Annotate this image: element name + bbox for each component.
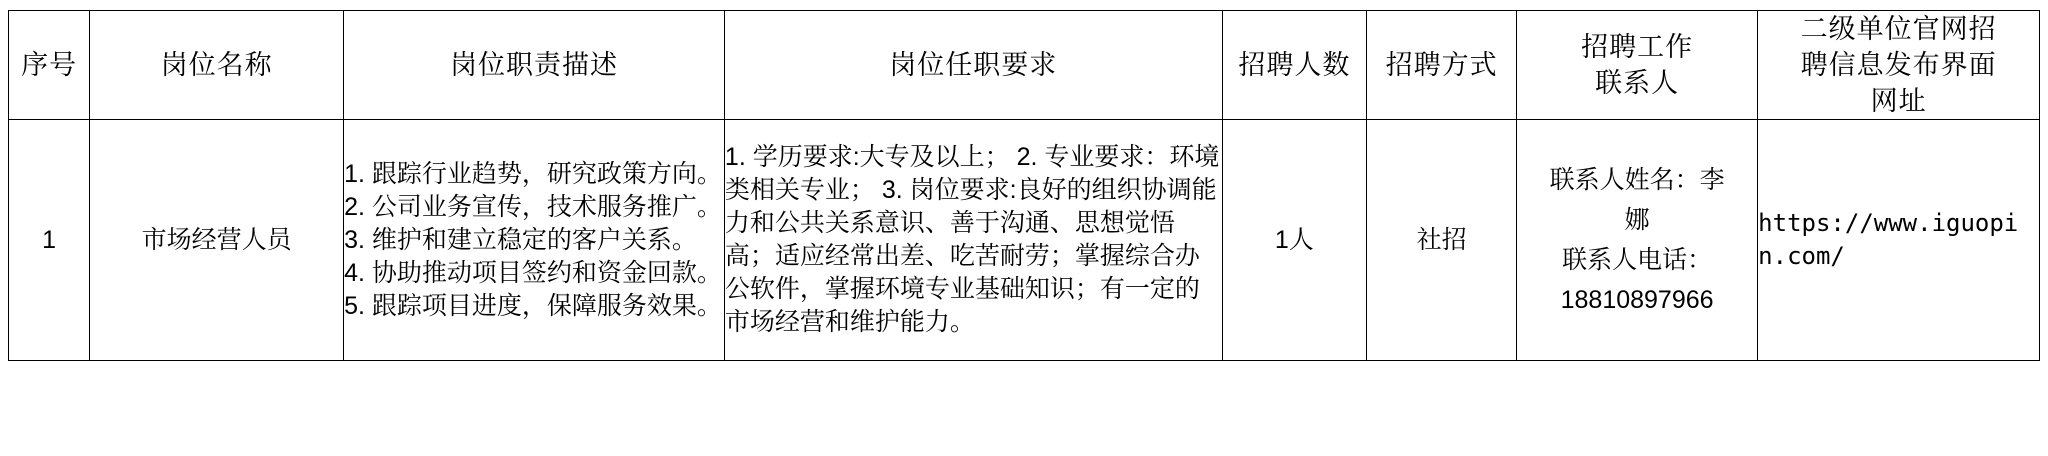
column-header-requirements: 岗位任职要求: [724, 11, 1222, 120]
contact-phone: 18810897966: [1560, 286, 1714, 314]
duty-item: 5. 跟踪项目进度，保障服务效果。: [344, 291, 722, 320]
column-header-method: 招聘方式: [1367, 11, 1517, 120]
column-header-index: 序号: [9, 11, 90, 120]
contact-name-line1: 联系人姓名：李: [1549, 166, 1725, 194]
contact-name-line2: 娜: [1624, 206, 1650, 234]
contact-phone-label: 联系人电话：: [1562, 246, 1713, 274]
cell-requirements: 1. 学历要求:大专及以上； 2. 专业要求：环境类相关专业； 3. 岗位要求:良好的组织协调能力和公共关系意识、善于沟通、思想觉悟高；适应经常出差、吃苦耐劳；掌握综合办公软件，掌握环境专业基础知识；有一定的市场经营和维护能力。: [724, 120, 1222, 361]
duty-item: 2. 公司业务宣传，技术服务推广。: [344, 192, 722, 221]
duty-item: 3. 维护和建立稳定的客户关系。: [344, 225, 697, 254]
table-header-row: [9, 11, 2040, 120]
column-header-contact: [1517, 11, 1758, 120]
document-page: [0, 10, 2048, 456]
column-header-headcount: 招聘人数: [1222, 11, 1367, 120]
cell-index: 1: [9, 120, 90, 361]
cell-position: 市场经营人员: [90, 120, 344, 361]
duty-item: 4. 协助推动项目签约和资金回款。: [344, 258, 722, 287]
cell-contact: [1517, 120, 1758, 361]
recruitment-table: [8, 10, 2040, 361]
column-header-contact-line2: 联系人: [1595, 68, 1680, 98]
column-header-url-line1: 二级单位官网招: [1800, 14, 1997, 44]
cell-method: 社招: [1367, 120, 1517, 361]
cell-headcount: 1人: [1222, 120, 1367, 361]
column-header-url: [1758, 11, 2040, 120]
column-header-duties: 岗位职责描述: [344, 11, 725, 120]
column-header-position: 岗位名称: [90, 11, 344, 120]
column-header-url-line3: 网址: [1870, 86, 1927, 116]
duty-item: 1. 跟踪行业趋势，研究政策方向。: [344, 159, 722, 188]
column-header-url-line2: 聘信息发布界面: [1800, 50, 1997, 80]
table-row: [9, 120, 2040, 361]
column-header-contact-line1: 招聘工作: [1581, 32, 1694, 62]
cell-url[interactable]: https://www.iguopin.com/: [1758, 120, 2040, 361]
cell-duties: [344, 120, 725, 361]
